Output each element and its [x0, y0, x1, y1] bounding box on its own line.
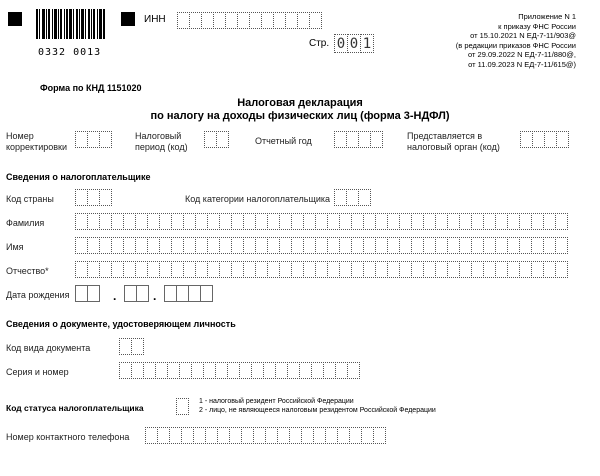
country-code-field[interactable] [75, 189, 111, 206]
taxpayer-section-title: Сведения о налогоплательщике [6, 172, 151, 182]
birth-date-label: Дата рождения [6, 290, 70, 300]
page-digit: 0 [347, 34, 361, 53]
doc-type-label: Код вида документа [6, 343, 91, 353]
birth-day-field[interactable] [75, 285, 99, 302]
date-separator: . [113, 289, 117, 303]
char-cell [347, 362, 360, 379]
surname-field[interactable] [75, 213, 567, 230]
surname-label: Фамилия [6, 218, 45, 228]
char-cell [555, 237, 568, 254]
char-cell [373, 427, 386, 444]
barcode-icon [36, 9, 106, 49]
correction-number-field[interactable] [75, 131, 111, 148]
report-year-label: Отчетный год [255, 136, 312, 146]
name-label: Имя [6, 242, 24, 252]
birth-year-field[interactable] [164, 285, 212, 302]
status-label: Код статуса налогоплательщика [6, 403, 144, 413]
phone-label: Номер контактного телефона [6, 432, 130, 442]
phone-field[interactable] [145, 427, 385, 444]
series-number-label: Серия и номер [6, 367, 69, 377]
corner-marker-left [8, 12, 22, 26]
doc-type-field[interactable] [119, 338, 143, 355]
inn-label: ИНН [144, 14, 166, 25]
page-label: Стр. [309, 38, 330, 49]
country-code-label: Код страны [6, 194, 54, 204]
date-separator: . [153, 289, 157, 303]
report-year-field[interactable] [334, 131, 382, 148]
barcode-number: 0332 0013 [38, 47, 102, 58]
status-option-1: 1 - налоговый резидент Российской Федерации [199, 398, 354, 405]
correction-number-label: Номер корректировки [6, 131, 68, 152]
series-number-field[interactable] [119, 362, 359, 379]
tax-period-label: Налоговый период (код) [135, 131, 188, 152]
corner-marker-right [121, 12, 135, 26]
form-code: Форма по КНД 1151020 [40, 83, 142, 93]
inn-field[interactable] [177, 12, 321, 29]
document-section-title: Сведения о документе, удостоверяющем личность [6, 319, 236, 329]
page-title: Налоговая декларация по налогу на доходы физических лиц (форма 3-НДФЛ) [150, 97, 450, 122]
status-field[interactable] [176, 398, 188, 415]
char-cell [555, 213, 568, 230]
appendix-note: Приложение N 1 к приказу ФНС России от 15.10.2021 N ЕД-7-11/903@ (в редакции приказов ФНС России от 29.09.2022 N ЕД-7-11/880@, от 11.09.2023 N ЕД-7-11/615@) [455, 12, 576, 69]
tax-authority-label: Представляется в налоговый орган (код) [407, 131, 500, 152]
page-digit: 1 [360, 34, 374, 53]
char-cell [555, 261, 568, 278]
birth-month-field[interactable] [124, 285, 148, 302]
patronymic-label: Отчество* [6, 266, 49, 276]
tax-period-field[interactable] [204, 131, 228, 148]
name-field[interactable] [75, 237, 567, 254]
tax-authority-field[interactable] [520, 131, 568, 148]
status-option-2: 2 - лицо, не являющееся налоговым резидентом Российской Федерации [199, 407, 436, 414]
category-code-field[interactable] [334, 189, 370, 206]
category-code-label: Код категории налогоплательщика [185, 194, 331, 204]
page-digit: 0 [334, 34, 348, 53]
page-number-field[interactable] [334, 34, 373, 53]
patronymic-field[interactable] [75, 261, 567, 278]
